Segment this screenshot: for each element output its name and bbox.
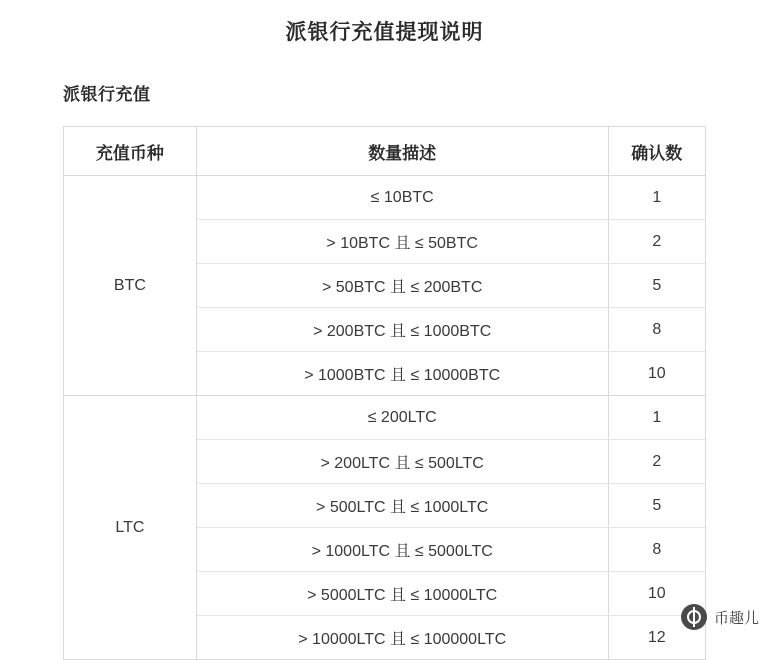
table-row: [64, 396, 706, 440]
watermark-label: 币趣儿: [713, 609, 759, 627]
cell-amount-description: > 1000LTC 且 ≤ 5000LTC: [196, 528, 608, 572]
cell-amount-description: > 5000LTC 且 ≤ 10000LTC: [196, 572, 608, 616]
table-body: [64, 176, 706, 660]
watermark: [681, 604, 759, 630]
cell-confirmations: 2: [608, 220, 705, 264]
cell-confirmations: 12: [608, 616, 705, 660]
page-title: 派银行充值提现说明: [285, 21, 484, 44]
deposit-confirmations-table: [63, 126, 706, 660]
cell-confirmations: 5: [608, 484, 705, 528]
cell-amount-description: > 200LTC 且 ≤ 500LTC: [196, 440, 608, 484]
cell-amount-description: > 10BTC 且 ≤ 50BTC: [196, 220, 608, 264]
cell-confirmations: 2: [608, 440, 705, 484]
cell-confirmations: 8: [608, 528, 705, 572]
column-header-amount-description: 数量描述: [196, 127, 608, 176]
cell-amount-description: ≤ 200LTC: [196, 396, 608, 440]
cell-confirmations: 10: [608, 352, 705, 396]
cell-confirmations: 10: [608, 572, 705, 616]
column-header-confirmations: 确认数: [608, 127, 705, 176]
table-header: [64, 127, 706, 176]
column-header-coin: 充值币种: [64, 127, 197, 176]
cell-confirmations: 5: [608, 264, 705, 308]
cell-coin: BTC: [64, 176, 197, 396]
cell-amount-description: > 10000LTC 且 ≤ 100000LTC: [196, 616, 608, 660]
section-title: 派银行充值: [63, 85, 151, 104]
cell-confirmations: 1: [608, 396, 705, 440]
cell-confirmations: 8: [608, 308, 705, 352]
cell-amount-description: > 500LTC 且 ≤ 1000LTC: [196, 484, 608, 528]
table-header-row: [64, 127, 706, 176]
cell-amount-description: > 50BTC 且 ≤ 200BTC: [196, 264, 608, 308]
cell-amount-description: > 1000BTC 且 ≤ 10000BTC: [196, 352, 608, 396]
table-row: [64, 176, 706, 220]
cell-amount-description: ≤ 10BTC: [196, 176, 608, 220]
cell-amount-description: > 200BTC 且 ≤ 1000BTC: [196, 308, 608, 352]
cell-coin: LTC: [64, 396, 197, 660]
cell-confirmations: 1: [608, 176, 705, 220]
wechat-official-account-icon: [681, 604, 707, 630]
